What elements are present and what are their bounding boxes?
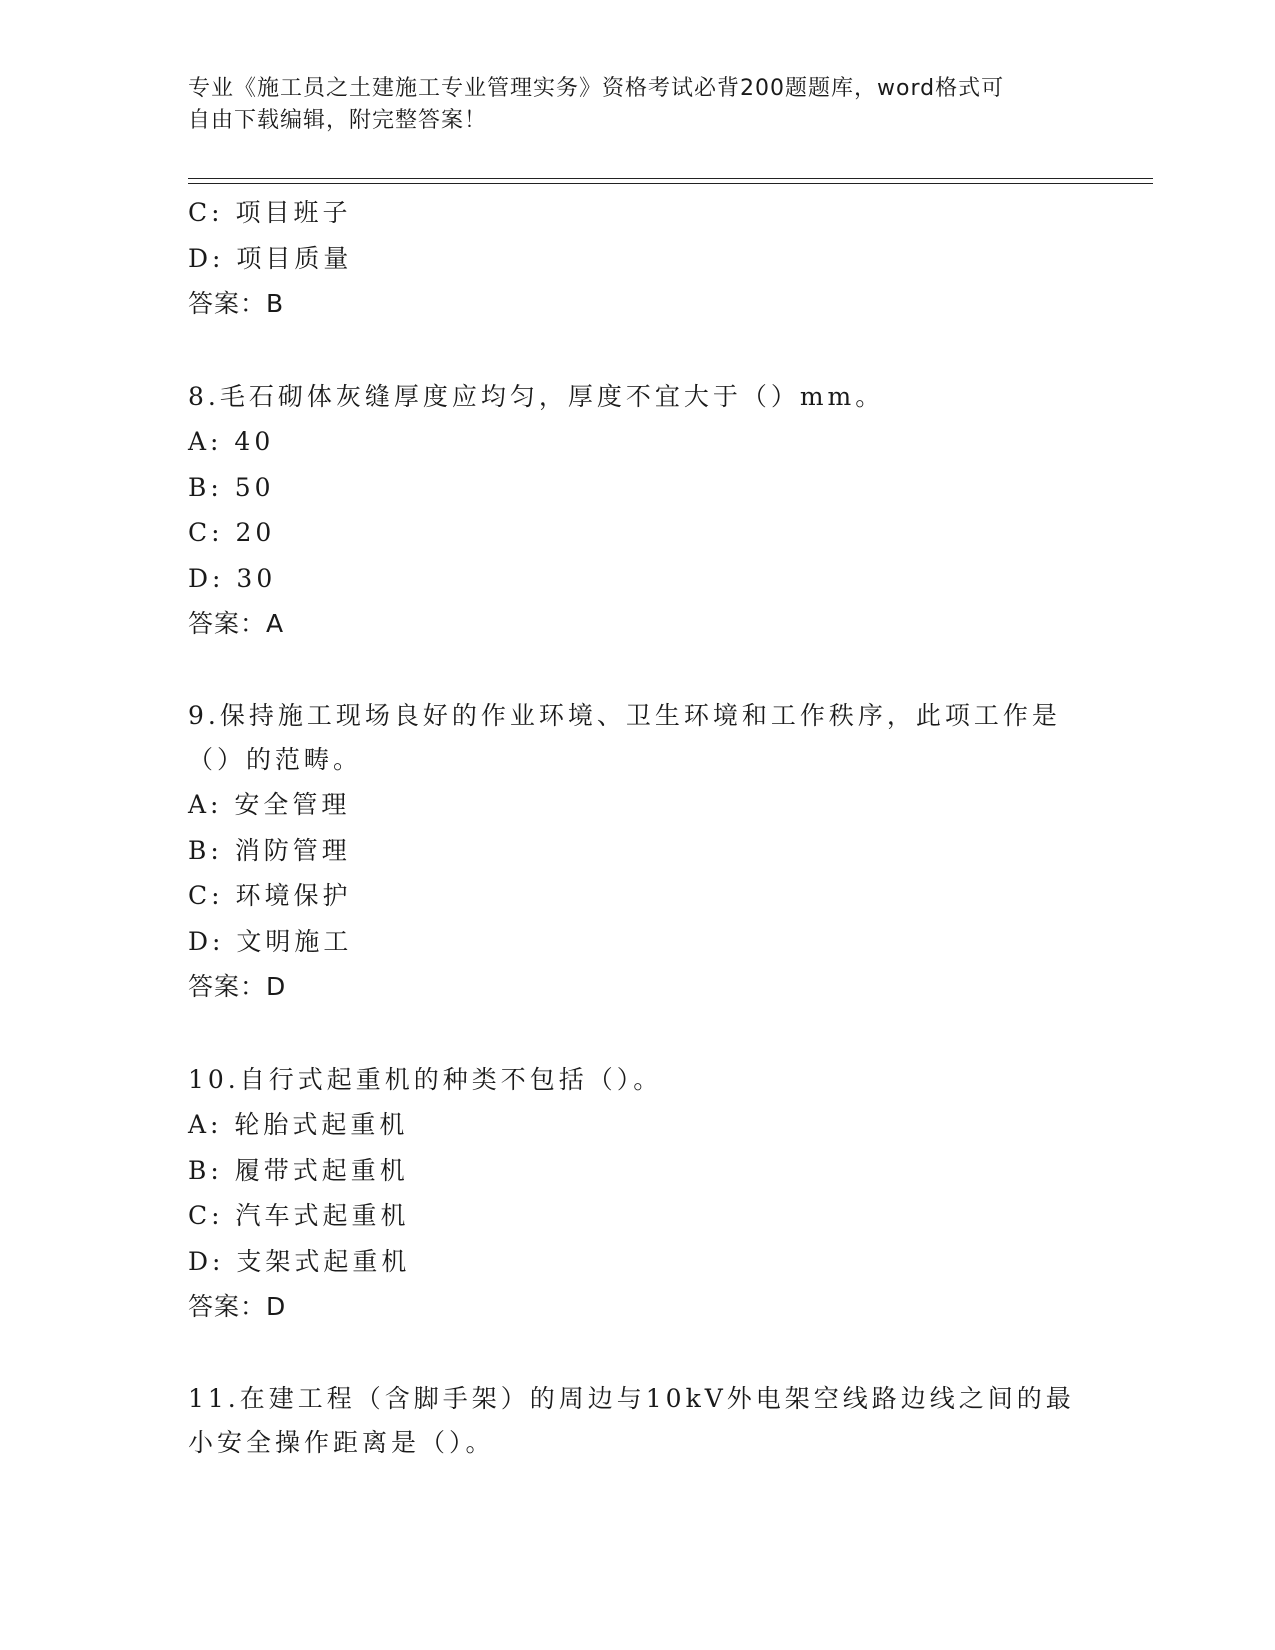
option-c: C: 20 [188,518,276,547]
option-c: C: 项目班子 [188,198,352,227]
option-b: B: 履带式起重机 [188,1155,409,1185]
answer: 答案：B [188,289,285,318]
option-a: A: 安全管理 [188,790,351,819]
spacer [188,647,1068,694]
answer: 答案：D [188,1292,287,1321]
spacer [188,1010,1068,1057]
option-c: C: 汽车式起重机 [188,1201,410,1230]
spacer [188,1330,1068,1377]
question-8 [188,374,1068,647]
question-stem-line-1: 11.在建工程（含脚手架）的周边与10kV外电架空线路边线之间的最 [188,1383,1075,1413]
option-d: D: 项目质量 [188,243,353,273]
option-a: A: 轮胎式起重机 [188,1110,409,1139]
header-rule-top [188,178,1153,179]
question-stem: 8.毛石砌体灰缝厚度应均匀，厚度不宜大于（）mm。 [188,381,885,411]
question-stem-line-2: 小安全操作距离是（）。 [188,1427,495,1457]
question-11 [188,1377,1075,1466]
question-9 [188,694,1068,1010]
question-stem-line-1: 9.保持施工现场良好的作业环境、卫生环境和工作秩序，此项工作是 [188,700,1061,730]
header-line-1: 专业《施工员之土建施工专业管理实务》资格考试必背200题题库，word格式可 [188,76,1005,101]
option-d: D: 文明施工 [188,926,353,956]
question-stem-line-2: （）的范畴。 [188,744,363,774]
question-list [188,190,1075,1465]
question-7-tail [188,190,1068,327]
answer: 答案：A [188,609,285,638]
document-header [188,73,1088,137]
question-10 [188,1057,1068,1330]
option-c: C: 环境保护 [188,881,352,910]
spacer [188,327,1068,374]
header-rule-bottom [188,183,1153,184]
option-b: B: 消防管理 [188,835,351,865]
question-stem: 10.自行式起重机的种类不包括（）。 [188,1064,663,1094]
answer: 答案：D [188,972,287,1001]
option-d: D: 30 [188,563,277,593]
option-b: B: 50 [188,472,275,502]
option-a: A: 40 [188,427,275,456]
option-d: D: 支架式起重机 [188,1246,411,1276]
header-line-2: 自由下载编辑，附完整答案！ [188,108,488,133]
